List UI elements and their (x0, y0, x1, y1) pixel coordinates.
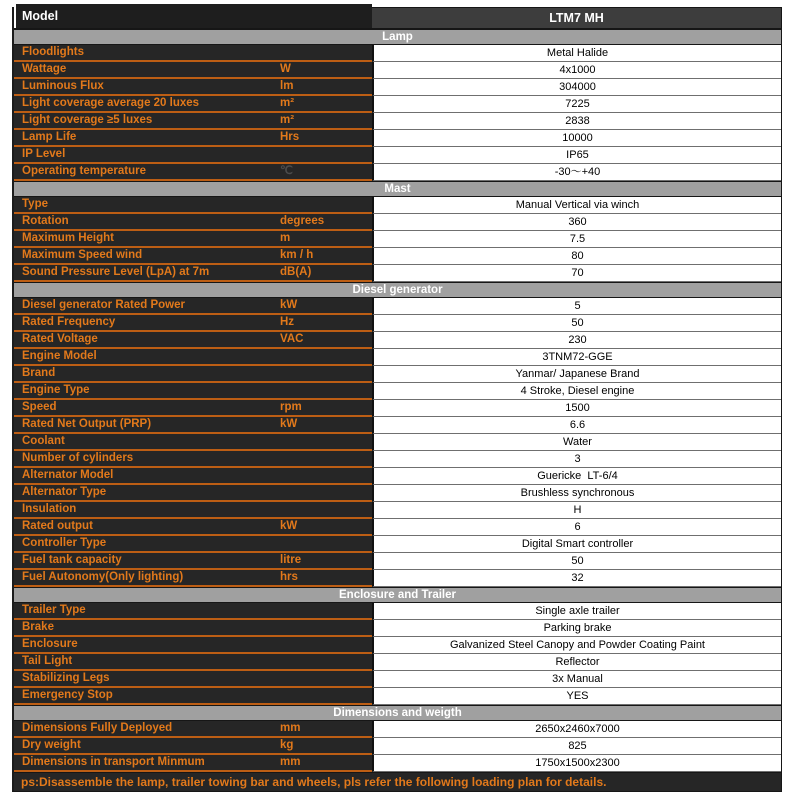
row-unit: lm (266, 79, 372, 96)
row-label: Stabilizing Legs (14, 671, 266, 688)
row-value: 304000 (372, 79, 781, 96)
row-label: Rated Frequency (14, 315, 266, 332)
row-value: Digital Smart controller (372, 536, 781, 553)
table-row-rated-frequency (14, 315, 781, 332)
table-row-stabilizing-legs (14, 671, 781, 688)
table-row-light-coverage-average-20-luxes (14, 96, 781, 113)
row-unit: m² (266, 113, 372, 130)
table-row-rated-net-output-prp (14, 417, 781, 434)
row-value: 7225 (372, 96, 781, 113)
row-unit: m (266, 231, 372, 248)
row-value: H (372, 502, 781, 519)
table-row-dimensions-in-transport-minmum (14, 755, 781, 772)
row-unit: km / h (266, 248, 372, 265)
row-label: Operating temperature (14, 164, 266, 181)
row-label: Tail Light (14, 654, 266, 671)
row-unit: Hrs (266, 130, 372, 147)
row-label: Controller Type (14, 536, 266, 553)
row-unit (266, 654, 372, 671)
row-value: 3 (372, 451, 781, 468)
row-label: Rated Voltage (14, 332, 266, 349)
row-unit: kW (266, 298, 372, 315)
spec-table-body (14, 29, 781, 772)
row-unit: rpm (266, 400, 372, 417)
row-label: Number of cylinders (14, 451, 266, 468)
model-header-label: Model (14, 4, 372, 28)
row-unit (266, 434, 372, 451)
row-unit: W (266, 62, 372, 79)
row-value: 50 (372, 553, 781, 570)
row-unit (266, 603, 372, 620)
row-value: Reflector (372, 654, 781, 671)
table-row-operating-temperature (14, 164, 781, 181)
row-label: Diesel generator Rated Power (14, 298, 266, 315)
row-value: Metal Halide (372, 45, 781, 62)
row-label: Type (14, 197, 266, 214)
row-value: 230 (372, 332, 781, 349)
row-label: Lamp Life (14, 130, 266, 147)
row-value: Manual Vertical via winch (372, 197, 781, 214)
table-row-rotation (14, 214, 781, 231)
table-row-wattage (14, 62, 781, 79)
row-unit: dB(A) (266, 265, 372, 282)
table-row-trailer-type (14, 603, 781, 620)
table-row-enclosure (14, 637, 781, 654)
table-row-diesel-generator-rated-power (14, 298, 781, 315)
row-unit (266, 366, 372, 383)
row-value: 4 Stroke, Diesel engine (372, 383, 781, 400)
row-value: 5 (372, 298, 781, 315)
table-row-insulation (14, 502, 781, 519)
row-label: Emergency Stop (14, 688, 266, 705)
row-unit (266, 671, 372, 688)
row-value: Single axle trailer (372, 603, 781, 620)
section-header-dimensions-and-weigth: Dimensions and weigth (14, 705, 781, 721)
row-value: 1500 (372, 400, 781, 417)
row-label: Brand (14, 366, 266, 383)
table-row-lamp-life (14, 130, 781, 147)
row-value: IP65 (372, 147, 781, 164)
row-label: Fuel Autonomy(Only lighting) (14, 570, 266, 587)
row-value: 6 (372, 519, 781, 536)
table-row-alternator-type (14, 485, 781, 502)
row-unit (266, 485, 372, 502)
row-value: 2650x2460x7000 (372, 721, 781, 738)
table-row-maximum-height (14, 231, 781, 248)
row-value: -30～+40 (372, 164, 781, 181)
row-unit: ℃ (266, 164, 372, 181)
row-label: Rated Net Output (PRP) (14, 417, 266, 434)
row-unit (266, 620, 372, 637)
row-unit (266, 45, 372, 62)
row-value: Yanmar/ Japanese Brand (372, 366, 781, 383)
row-unit: kg (266, 738, 372, 755)
model-header-value: LTM7 MH (549, 11, 604, 25)
table-row-dry-weight (14, 738, 781, 755)
table-row-engine-model (14, 349, 781, 366)
row-label: Insulation (14, 502, 266, 519)
row-unit (266, 349, 372, 366)
row-label: Wattage (14, 62, 266, 79)
row-label: Sound Pressure Level (LpA) at 7m (14, 265, 266, 282)
row-unit (266, 451, 372, 468)
row-value: 825 (372, 738, 781, 755)
row-value: Galvanized Steel Canopy and Powder Coating Paint (372, 637, 781, 654)
spec-table (12, 7, 782, 792)
row-value: 4x1000 (372, 62, 781, 79)
row-label: Light coverage ≥5 luxes (14, 113, 266, 130)
table-row-fuel-autonomy-only-lighting (14, 570, 781, 587)
table-row-sound-pressure-level-lpa-at-7m (14, 265, 781, 282)
table-row-number-of-cylinders (14, 451, 781, 468)
row-value: 32 (372, 570, 781, 587)
row-label: Maximum Height (14, 231, 266, 248)
table-row-ip-level (14, 147, 781, 164)
row-value: 1750x1500x2300 (372, 755, 781, 772)
row-value: 70 (372, 265, 781, 282)
row-value: YES (372, 688, 781, 705)
row-label: Fuel tank capacity (14, 553, 266, 570)
table-row-engine-type (14, 383, 781, 400)
table-row-dimensions-fully-deployed (14, 721, 781, 738)
row-label: Rotation (14, 214, 266, 231)
row-label: Floodlights (14, 45, 266, 62)
row-value: 50 (372, 315, 781, 332)
row-value: 3TNM72-GGE (372, 349, 781, 366)
row-label: Alternator Type (14, 485, 266, 502)
row-value: 6.6 (372, 417, 781, 434)
row-unit (266, 197, 372, 214)
row-label: Coolant (14, 434, 266, 451)
row-label: Trailer Type (14, 603, 266, 620)
table-row-rated-output (14, 519, 781, 536)
row-label: Dry weight (14, 738, 266, 755)
row-value: 80 (372, 248, 781, 265)
row-unit: VAC (266, 332, 372, 349)
row-value: 7.5 (372, 231, 781, 248)
table-row-rated-voltage (14, 332, 781, 349)
row-unit: mm (266, 721, 372, 738)
table-row-emergency-stop (14, 688, 781, 705)
row-unit: hrs (266, 570, 372, 587)
row-value: 360 (372, 214, 781, 231)
table-row-fuel-tank-capacity (14, 553, 781, 570)
row-unit (266, 688, 372, 705)
row-unit (266, 147, 372, 164)
model-header-row (14, 8, 781, 29)
row-label: Rated output (14, 519, 266, 536)
table-row-floodlights (14, 45, 781, 62)
row-label: Dimensions in transport Minmum (14, 755, 266, 772)
row-unit: mm (266, 755, 372, 772)
row-unit: kW (266, 519, 372, 536)
row-value: 10000 (372, 130, 781, 147)
footer-note: ps:Disassemble the lamp, trailer towing bar and wheels, pls refer the following loading plan for details. (14, 772, 781, 791)
row-label: Engine Type (14, 383, 266, 400)
row-label: Maximum Speed wind (14, 248, 266, 265)
section-header-diesel-generator: Diesel generator (14, 282, 781, 298)
table-row-alternator-model (14, 468, 781, 485)
section-header-enclosure-and-trailer: Enclosure and Trailer (14, 587, 781, 603)
row-label: Engine Model (14, 349, 266, 366)
section-header-lamp: Lamp (14, 29, 781, 45)
row-value: Brushless synchronous (372, 485, 781, 502)
row-label: Luminous Flux (14, 79, 266, 96)
table-row-type (14, 197, 781, 214)
table-row-coolant (14, 434, 781, 451)
row-unit: kW (266, 417, 372, 434)
row-unit: Hz (266, 315, 372, 332)
section-header-mast: Mast (14, 181, 781, 197)
row-unit (266, 502, 372, 519)
row-label: Dimensions Fully Deployed (14, 721, 266, 738)
row-unit (266, 383, 372, 400)
table-row-brake (14, 620, 781, 637)
table-row-luminous-flux (14, 79, 781, 96)
row-unit: litre (266, 553, 372, 570)
table-row-speed (14, 400, 781, 417)
row-unit: m² (266, 96, 372, 113)
row-value: Water (372, 434, 781, 451)
table-row-tail-light (14, 654, 781, 671)
row-unit (266, 637, 372, 654)
row-unit: degrees (266, 214, 372, 231)
row-unit (266, 536, 372, 553)
table-row-controller-type (14, 536, 781, 553)
row-unit (266, 468, 372, 485)
table-row-brand (14, 366, 781, 383)
row-label: IP Level (14, 147, 266, 164)
row-label: Light coverage average 20 luxes (14, 96, 266, 113)
row-label: Alternator Model (14, 468, 266, 485)
row-label: Brake (14, 620, 266, 637)
table-row-light-coverage-5-luxes (14, 113, 781, 130)
row-value: Parking brake (372, 620, 781, 637)
row-label: Speed (14, 400, 266, 417)
row-value: 3x Manual (372, 671, 781, 688)
row-label: Enclosure (14, 637, 266, 654)
row-value: Guericke LT-6/4 (372, 468, 781, 485)
table-row-maximum-speed-wind (14, 248, 781, 265)
row-value: 2838 (372, 113, 781, 130)
